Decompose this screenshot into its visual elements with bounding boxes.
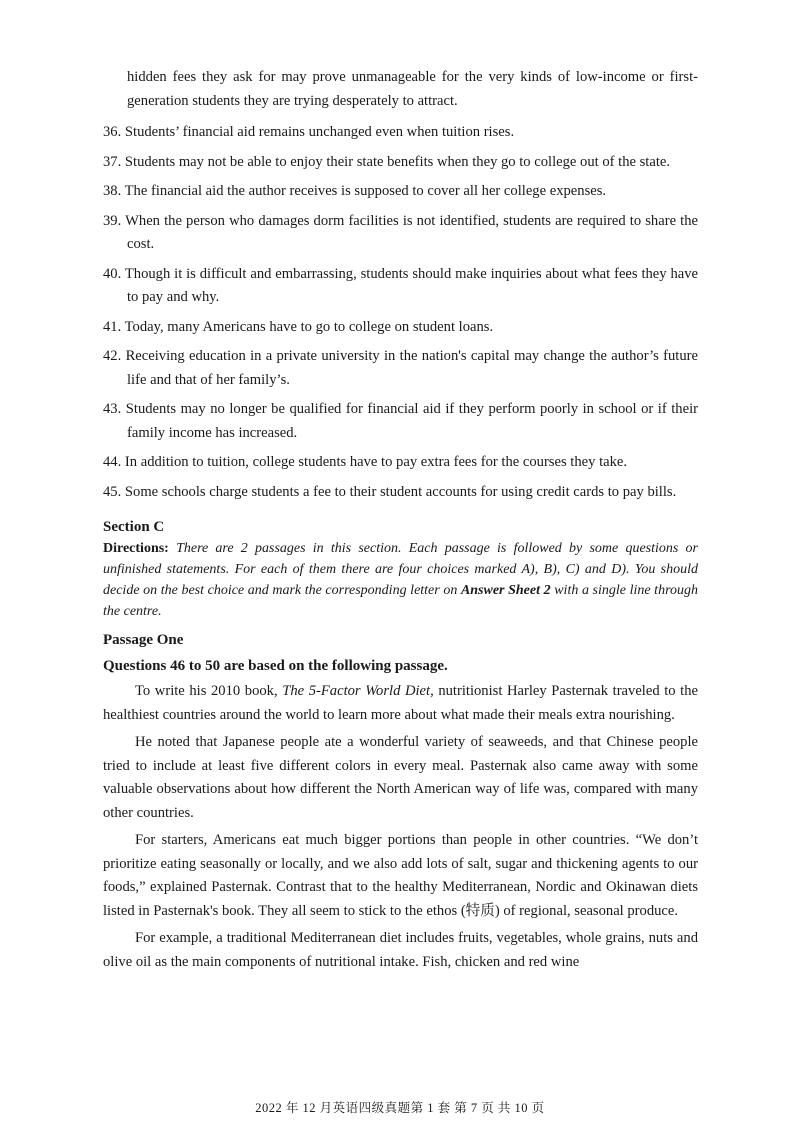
statement-38: 38. The financial aid the author receives is supposed to cover all her college expenses. (103, 183, 607, 199)
questions-heading: Questions 46 to 50 are based on the following passage. (103, 658, 448, 674)
directions-label: Directions: (103, 541, 169, 556)
directions-text-1: There are 2 passages in this section. Each passage is followed by some questions or unfinished statements. For each of them there are four choices marked A), B), C) and D). You should decide on the best choice and mark the corresponding letter on (103, 541, 698, 598)
passage-paragraph-2: He noted that Japanese people ate a wonderful variety of seaweeds, and that Chinese people tried to include at least five different colors in every meal. Pasternak also came away with some valuable observations about how different the North American way of life was, compared with many other countries. (103, 734, 698, 821)
book-title: The 5-Factor World Diet (282, 683, 431, 699)
passage-paragraph-1: To write his 2010 book, The 5-Factor World Diet, nutritionist Harley Pasternak traveled to the healthiest countries around the world to learn more about what made their meals extra nourishing. (103, 683, 699, 723)
statement-42: 42. Receiving education in a private university in the nation's capital may change the author’s future life and that of her family’s. (103, 348, 698, 388)
page-footer: 2022 年 12 月英语四级真题第 1 套 第 7 页 共 10 页 (255, 1101, 545, 1115)
section-title: Section C (103, 519, 165, 535)
statement-36: 36. Students’ financial aid remains unchanged even when tuition rises. (103, 124, 515, 140)
statement-39: 39. When the person who damages dorm facilities is not identified, students are required to share the cost. (103, 212, 699, 252)
statement-43: 43. Students may no longer be qualified for financial aid if they perform poorly in school or if their family income has increased. (103, 401, 698, 441)
statement-list (103, 121, 698, 504)
passage-paragraph-3: For starters, Americans eat much bigger portions than people in other countries. “We don’t prioritize eating seasonally or locally, and we also add lots of salt, sugar and thickening agents to our foods,” explained Pasternak. Contrast that to the healthy Mediterranean, Nordic and Okinawan diets listed in Pasternak's book. They all seem to stick to the ethos (特质) of regional, seasonal produce. (103, 832, 698, 919)
section-directions (103, 538, 698, 622)
statement-44: 44. In addition to tuition, college students have to pay extra fees for the courses they take. (103, 454, 628, 470)
passage-paragraph-4: For example, a traditional Mediterranean diet includes fruits, vegetables, whole grains, nuts and olive oil as the main components of nutritional intake. Fish, chicken and red wine (103, 930, 698, 970)
statement-41: 41. Today, many Americans have to go to college on student loans. (103, 318, 494, 335)
statement-45: 45. Some schools charge students a fee to their student accounts for using credit cards to pay bills. (103, 483, 677, 500)
passage-title: Passage One (103, 632, 184, 648)
continued-paragraph: hidden fees they ask for may prove unmanageable for the very kinds of low-income or first-generation students they are trying desperately to attract. (127, 69, 698, 109)
directions-text-2: with a single line through the centre. (103, 583, 699, 619)
statement-40: 40. Though it is difficult and embarrassing, students should make inquiries about what fees they have to pay and why. (103, 265, 699, 305)
answer-sheet-label: Answer Sheet 2 (460, 583, 551, 598)
statement-37: 37. Students may not be able to enjoy their state benefits when they go to college out of the state. (103, 153, 671, 170)
exam-page (103, 66, 698, 978)
